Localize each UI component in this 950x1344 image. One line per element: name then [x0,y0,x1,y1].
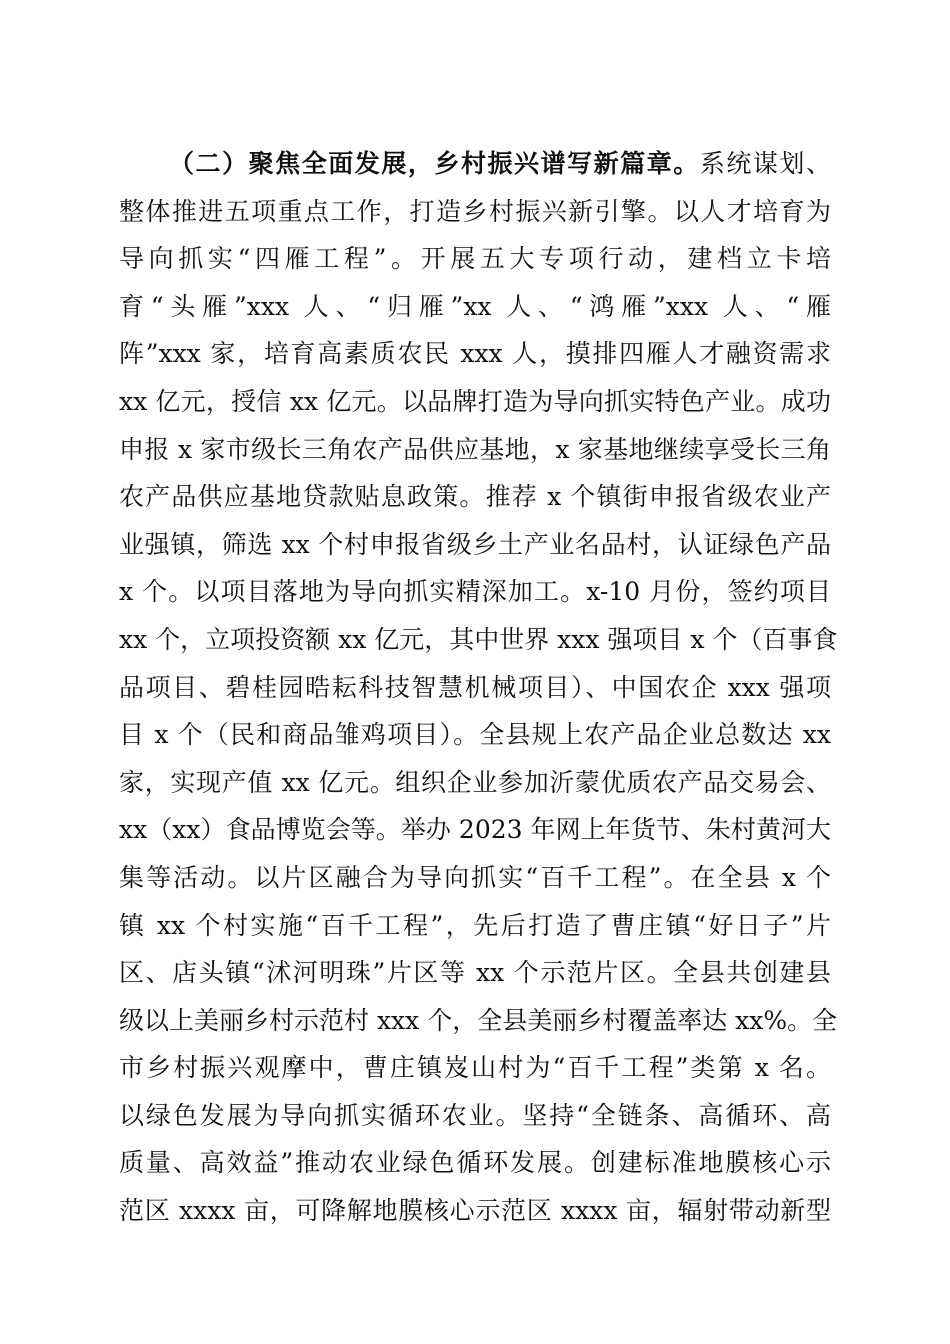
paragraph-line: 家，实现产值 xx 亿元。组织企业参加沂蒙优质农产品交易会、 [119,767,831,797]
paragraph-line: 整体推进五项重点工作，打造乡村振兴新引擎。以人才培育为 [119,196,831,226]
paragraph-line: 阵”xxx 家，培育高素质农民 xxx 人，摸排四雁人才融资需求 [119,339,831,369]
paragraph-line: 区、店头镇“沭河明珠”片区等 xx 个示范片区。全县共创建县 [119,958,831,988]
paragraph-line: 品项目、碧桂园晧耘科技智慧机械项目）、中国农企 xxx 强项 [119,672,831,702]
paragraph-line: 导向抓实“四雁工程”。开展五大专项行动，建档立卡培 [119,244,831,274]
paragraph-line: 申报 x 家市级长三角农产品供应基地，x 家基地继续享受长三角 [119,434,831,464]
paragraph-line: xx（xx）食品博览会等。举办 2023 年网上年货节、朱村黄河大 [119,815,831,845]
paragraph-line: 级以上美丽乡村示范村 xxx 个，全县美丽乡村覆盖率达 xx%。全 [119,1005,838,1035]
paragraph-line: 市乡村振兴观摩中，曹庄镇岌山村为“百千工程”类第 x 名。 [119,1053,831,1083]
paragraph-line: 目 x 个（民和商品雏鸡项目）。全县规上农产品企业总数达 xx [119,720,831,750]
paragraph-text: 系统谋划、 [699,149,831,178]
paragraph-line: xx 亿元，授信 xx 亿元。以品牌打造为导向抓实特色产业。成功 [119,386,831,416]
section-heading: （二）聚焦全面发展，乡村振兴谱写新篇章。 [169,149,700,178]
paragraph-line: 集等活动。以片区融合为导向抓实“百千工程”。在全县 x 个 [119,862,831,892]
paragraph-line: 镇 xx 个村实施“百千工程”，先后打造了曹庄镇“好日子”片 [119,910,831,940]
paragraph [119,140,838,1235]
paragraph-line: x 个。以项目落地为导向抓实精深加工。x-10 月份，签约项目 [119,577,831,607]
paragraph-line [119,140,831,188]
paragraph-line: 范区 xxxx 亩，可降解地膜核心示范区 xxxx 亩，辐射带动新型 [119,1196,831,1226]
paragraph-line: 业强镇，筛选 xx 个村申报省级乡土产业名品村，认证绿色产品 [119,529,831,559]
paragraph-line: 以绿色发展为导向抓实循环农业。坚持“全链条、高循环、高 [119,1100,831,1130]
paragraph-line: 农产品供应基地贷款贴息政策。推荐 x 个镇街申报省级农业产 [119,482,831,512]
paragraph-line: 质量、高效益”推动农业绿色循环发展。创建标准地膜核心示 [119,1148,831,1178]
paragraph-line: xx 个，立项投资额 xx 亿元，其中世界 xxx 强项目 x 个（百事食 [119,624,838,654]
paragraph-line: 育“头雁”xxx 人、“归雁”xx 人、“鸿雁”xxx 人、“雁 [119,291,831,321]
